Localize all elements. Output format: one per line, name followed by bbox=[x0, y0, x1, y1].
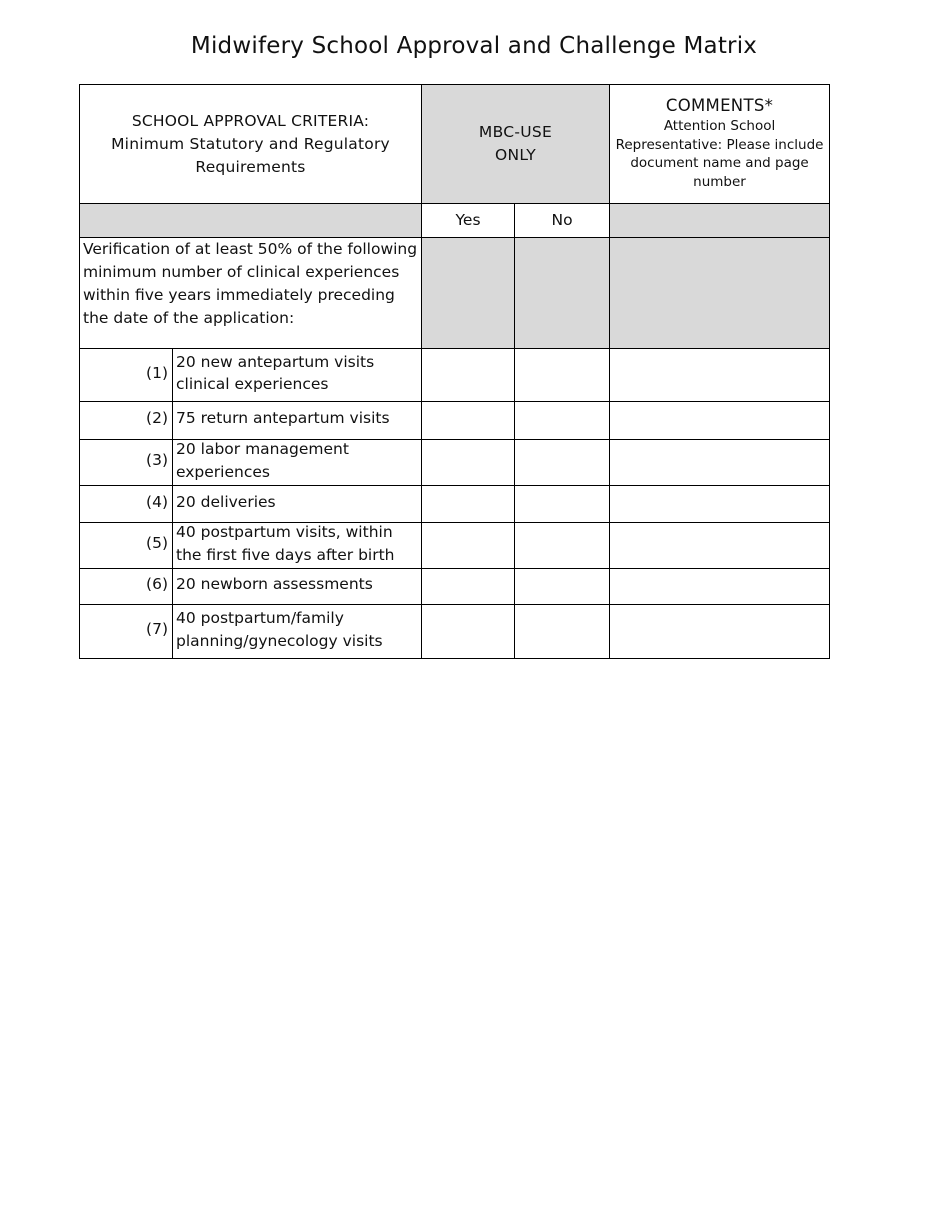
item-number: (1) bbox=[80, 349, 173, 402]
header-row bbox=[80, 85, 830, 204]
approval-matrix-table bbox=[79, 84, 830, 659]
verification-row bbox=[80, 238, 830, 349]
item-comments-cell[interactable] bbox=[610, 440, 830, 486]
item-number: (5) bbox=[80, 523, 173, 569]
mbc-header-line2: ONLY bbox=[495, 146, 537, 164]
item-no-cell[interactable] bbox=[515, 486, 610, 523]
verification-comments-cell bbox=[610, 238, 830, 349]
criteria-header-line1: SCHOOL APPROVAL CRITERIA: bbox=[131, 111, 370, 130]
item-comments-cell[interactable] bbox=[610, 486, 830, 523]
item-number: (2) bbox=[80, 402, 173, 440]
table-row bbox=[80, 523, 830, 569]
item-number: (4) bbox=[80, 486, 173, 523]
verification-yes-cell bbox=[422, 238, 515, 349]
item-no-cell[interactable] bbox=[515, 349, 610, 402]
item-yes-cell[interactable] bbox=[422, 349, 515, 402]
mbc-header-line1: MBC-USE bbox=[478, 123, 553, 141]
item-comments-cell[interactable] bbox=[610, 569, 830, 605]
item-yes-cell[interactable] bbox=[422, 402, 515, 440]
criteria-header-line2: Minimum Statutory and Regulatory Requirements bbox=[111, 134, 390, 176]
item-number: (6) bbox=[80, 569, 173, 605]
table-row bbox=[80, 349, 830, 402]
item-no-cell[interactable] bbox=[515, 605, 610, 659]
item-text: 20 labor management experiences bbox=[173, 440, 422, 486]
item-no-cell[interactable] bbox=[515, 440, 610, 486]
criteria-header bbox=[80, 85, 422, 204]
item-text: 20 newborn assessments bbox=[173, 569, 422, 605]
item-number: (7) bbox=[80, 605, 173, 659]
verification-text: Verification of at least 50% of the following minimum number of clinical experiences within five years immediately preceding the date of the application: bbox=[80, 238, 422, 349]
comments-header bbox=[610, 85, 830, 204]
no-column-header: No bbox=[515, 204, 610, 238]
item-text: 75 return antepartum visits bbox=[173, 402, 422, 440]
item-no-cell[interactable] bbox=[515, 523, 610, 569]
comments-note: Attention School Representative: Please include document name and page number bbox=[615, 118, 824, 190]
item-yes-cell[interactable] bbox=[422, 486, 515, 523]
comments-title: COMMENTS* bbox=[665, 96, 774, 115]
item-no-cell[interactable] bbox=[515, 569, 610, 605]
comments-subheader-blank bbox=[610, 204, 830, 238]
page-title: Midwifery School Approval and Challenge Matrix bbox=[190, 33, 758, 59]
item-text: 40 postpartum/family planning/gynecology visits bbox=[173, 605, 422, 659]
item-yes-cell[interactable] bbox=[422, 523, 515, 569]
item-yes-cell[interactable] bbox=[422, 569, 515, 605]
verification-no-cell bbox=[515, 238, 610, 349]
item-text: 20 new antepartum visits clinical experiences bbox=[173, 349, 422, 402]
item-number: (3) bbox=[80, 440, 173, 486]
criteria-subheader-blank bbox=[80, 204, 422, 238]
table-row bbox=[80, 486, 830, 523]
table-row bbox=[80, 440, 830, 486]
mbc-use-only-header bbox=[422, 85, 610, 204]
table-row bbox=[80, 605, 830, 659]
item-text: 20 deliveries bbox=[173, 486, 422, 523]
item-yes-cell[interactable] bbox=[422, 440, 515, 486]
item-no-cell[interactable] bbox=[515, 402, 610, 440]
yes-column-header: Yes bbox=[422, 204, 515, 238]
item-yes-cell[interactable] bbox=[422, 605, 515, 659]
item-comments-cell[interactable] bbox=[610, 605, 830, 659]
table-row bbox=[80, 402, 830, 440]
item-comments-cell[interactable] bbox=[610, 523, 830, 569]
item-comments-cell[interactable] bbox=[610, 349, 830, 402]
table-row bbox=[80, 569, 830, 605]
yes-no-row bbox=[80, 204, 830, 238]
item-comments-cell[interactable] bbox=[610, 402, 830, 440]
item-text: 40 postpartum visits, within the first five days after birth bbox=[173, 523, 422, 569]
